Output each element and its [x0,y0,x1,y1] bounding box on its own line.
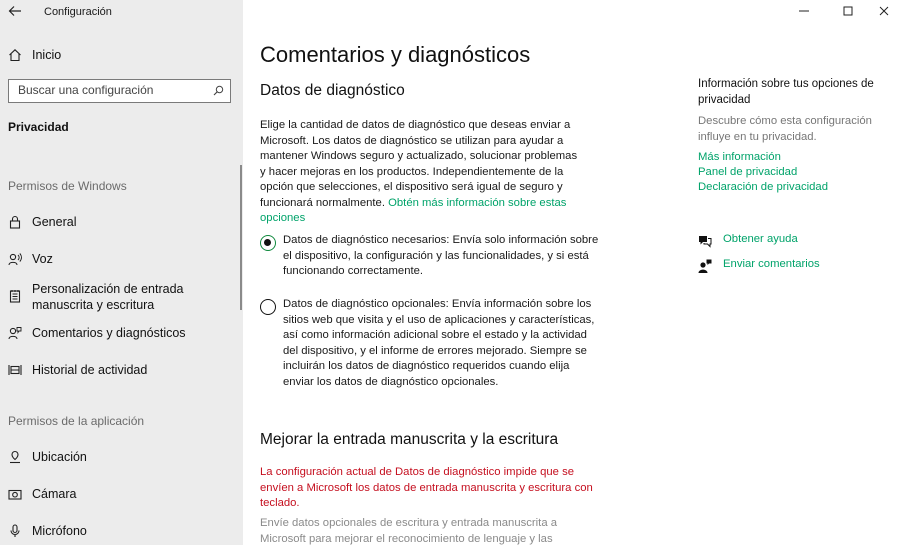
feedback-person-icon [698,259,712,273]
sidebar-item-camera[interactable] [0,483,243,507]
sidebar-item-label: General [32,215,77,229]
timeline-icon [8,363,22,377]
help-chat-icon [698,234,712,248]
feedback-icon [8,326,22,340]
radio-option-required[interactable] [260,233,605,281]
speech-icon [8,252,22,266]
sidebar-item-label: Comentarios y diagnósticos [32,326,186,340]
get-help-label: Obtener ayuda [723,233,798,245]
search-icon[interactable] [213,85,224,96]
privacy-statement-link[interactable]: Declaración de privacidad [698,181,828,193]
more-info-link[interactable]: Más información [698,151,781,163]
privacy-info-title: Información sobre tus opciones de privacidad [698,78,874,106]
sidebar-item-label: Inicio [32,48,62,62]
privacy-info-description: Descubre cómo esta configuración influye en tu privacidad. [698,115,872,143]
lock-icon [8,215,22,229]
sidebar-item-feedback-diagnostics[interactable] [0,322,243,346]
get-help-link[interactable] [698,233,818,249]
diagnostic-description [260,118,585,227]
sidebar [0,0,243,545]
sidebar-item-label: Personalización de entrada manuscrita y escritura [32,282,184,312]
sidebar-item-label: Ubicación [32,450,87,464]
location-icon [8,450,22,464]
sidebar-item-label: Micrófono [32,524,87,538]
radio-required[interactable] [260,235,276,251]
page-title: Comentarios y diagnósticos [260,42,531,67]
microphone-icon [8,524,22,538]
send-feedback-label: Enviar comentarios [723,258,820,270]
search-box[interactable] [8,79,231,103]
diagnostic-intro-text: Elige la cantidad de datos de diagnóstico que deseas enviar a Microsoft. Los datos de diagnóstico se utilizan para ayudar a mantener Windows seguro y actualizado, solucionar problemas y hacer mejoras en los productos. Independientemente de la opción que selecciones, el dispositivo será igual de seguro y funcionará normalmente. [260,119,578,209]
sidebar-scrollbar[interactable] [240,165,242,310]
sidebar-item-label: Historial de actividad [32,363,148,377]
title-bar [0,0,243,24]
close-icon[interactable] [876,4,892,18]
app-title: Configuración [44,6,112,18]
current-section-title: Privacidad [8,120,69,134]
search-input[interactable] [18,83,198,97]
radio-optional[interactable] [260,299,276,315]
sidebar-item-location[interactable] [0,446,243,470]
radio-optional-label: Datos de diagnóstico opcionales: Envía información sobre los sitios web que visita y el uso de aplicaciones y características, así como información adicional sobre el estado y la actividad del dispositivo, y el informe de errores mejorado. Siempre se incluirán los datos de diagnóstico requeridos cuando elija enviar los datos de diagnóstico opcionales. [283,298,595,388]
radio-option-optional[interactable] [260,297,605,392]
learn-more-options-link[interactable]: Obtén más información sobre estas opciones [260,196,567,224]
sidebar-item-general[interactable] [0,211,243,235]
sidebar-item-voice[interactable] [0,248,243,272]
maximize-icon[interactable] [840,4,856,18]
sidebar-item-inking-typing[interactable] [0,281,243,313]
back-arrow-icon[interactable] [8,4,22,18]
sidebar-item-home[interactable] [0,44,243,68]
radio-required-label: Datos de diagnóstico necesarios: Envía solo información sobre el dispositivo, la configuración y las funcionalidades, y si está funcionando correctamente. [283,234,599,277]
sidebar-item-label: Cámara [32,487,77,501]
notepad-icon [8,289,22,303]
minimize-icon[interactable] [796,4,812,18]
sidebar-item-microphone[interactable] [0,520,243,544]
inking-typing-heading: Mejorar la entrada manuscrita y la escritura [260,431,559,448]
privacy-dashboard-link[interactable]: Panel de privacidad [698,166,798,178]
group-title-windows-permissions: Permisos de Windows [8,179,127,193]
sidebar-item-activity-history[interactable] [0,359,243,383]
group-title-app-permissions: Permisos de la aplicación [8,414,145,428]
sidebar-item-label: Voz [32,252,53,266]
camera-icon [8,487,22,501]
diagnostic-data-heading: Datos de diagnóstico [260,82,405,99]
send-feedback-link[interactable] [698,258,838,274]
inking-description-text: Envíe datos opcionales de escritura y entrada manuscrita a Microsoft para mejorar el reconocimiento de lenguaje y las [260,517,558,545]
home-icon [8,48,22,62]
inking-warning-text: La configuración actual de Datos de diagnóstico impide que se envíen a Microsoft los datos de entrada manuscrita y escritura con teclado. [260,466,593,509]
